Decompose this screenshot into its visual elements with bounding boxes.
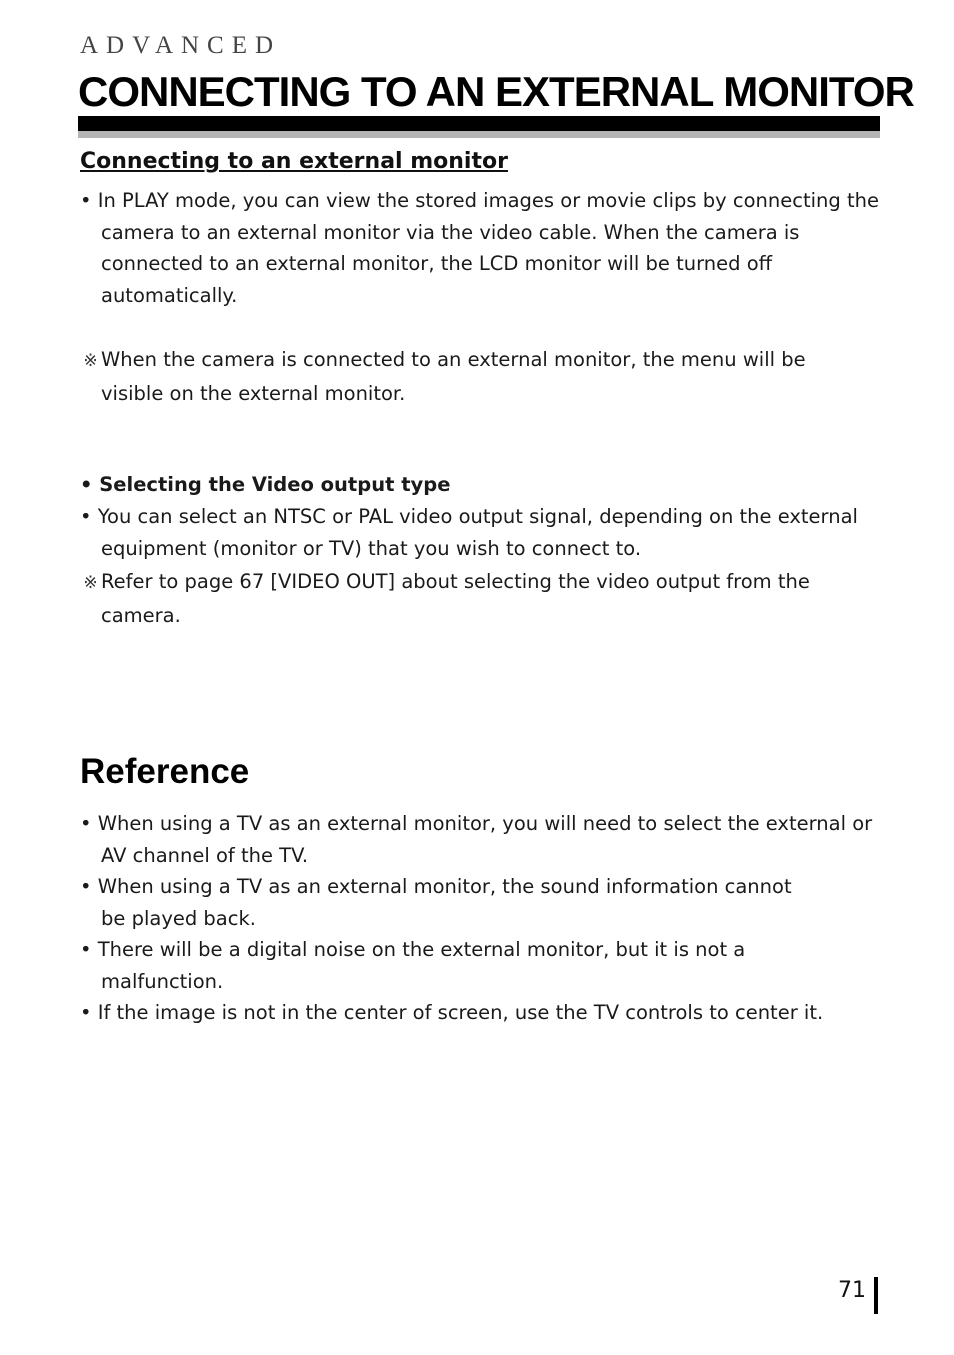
text-line: equipment (monitor or TV) that you wish to connect to. — [101, 536, 642, 560]
note-icon: ※ — [83, 573, 98, 593]
text-line: camera. — [101, 603, 181, 627]
note-icon: ※ — [83, 351, 98, 371]
text-line: • Selecting the Video output type — [80, 473, 451, 496]
text-line: Refer to page 67 [VIDEO OUT] about selecting the video output from the — [101, 570, 810, 593]
title-rule-shadow — [78, 131, 880, 138]
connecting-heading: Connecting to an external monitor — [80, 149, 508, 174]
list-item: AV channel of the TV. — [101, 843, 309, 867]
list-item: • When using a TV as an external monitor, the sound information cannot — [80, 875, 792, 898]
text-line: When the camera is connected to an external monitor, the menu will be — [101, 348, 806, 371]
list-item: • When using a TV as an external monitor, you will need to select the external or — [80, 812, 873, 835]
reference-title: Reference — [80, 752, 250, 791]
list-item: • There will be a digital noise on the external monitor, but it is not a — [80, 938, 746, 961]
page-number: 71 — [838, 1278, 866, 1303]
video-output-bullet — [80, 501, 880, 564]
text-line: camera to an external monitor via the video cable. When the camera is — [101, 220, 800, 244]
list-item: • If the image is not in the center of screen, use the TV controls to center it. — [80, 1001, 824, 1024]
section-label: ADVANCED — [80, 32, 282, 59]
text-line: • In PLAY mode, you can view the stored images or movie clips by connecting the — [80, 189, 879, 212]
video-output-note — [80, 566, 880, 631]
page-title: CONNECTING TO AN EXTERNAL MONITOR — [78, 68, 914, 115]
connecting-note — [80, 344, 880, 409]
video-output-heading — [80, 469, 880, 501]
page-number-bar — [874, 1277, 878, 1314]
list-item: malfunction. — [101, 969, 224, 993]
text-line: visible on the external monitor. — [101, 381, 406, 405]
text-line: automatically. — [101, 283, 238, 307]
title-rule — [78, 116, 880, 131]
text-line: connected to an external monitor, the LCD monitor will be turned off — [101, 252, 773, 275]
list-item: be played back. — [101, 906, 256, 930]
connecting-bullet — [80, 185, 880, 311]
reference-list — [80, 808, 880, 1029]
text-line: • You can select an NTSC or PAL video output signal, depending on the external — [80, 505, 858, 528]
